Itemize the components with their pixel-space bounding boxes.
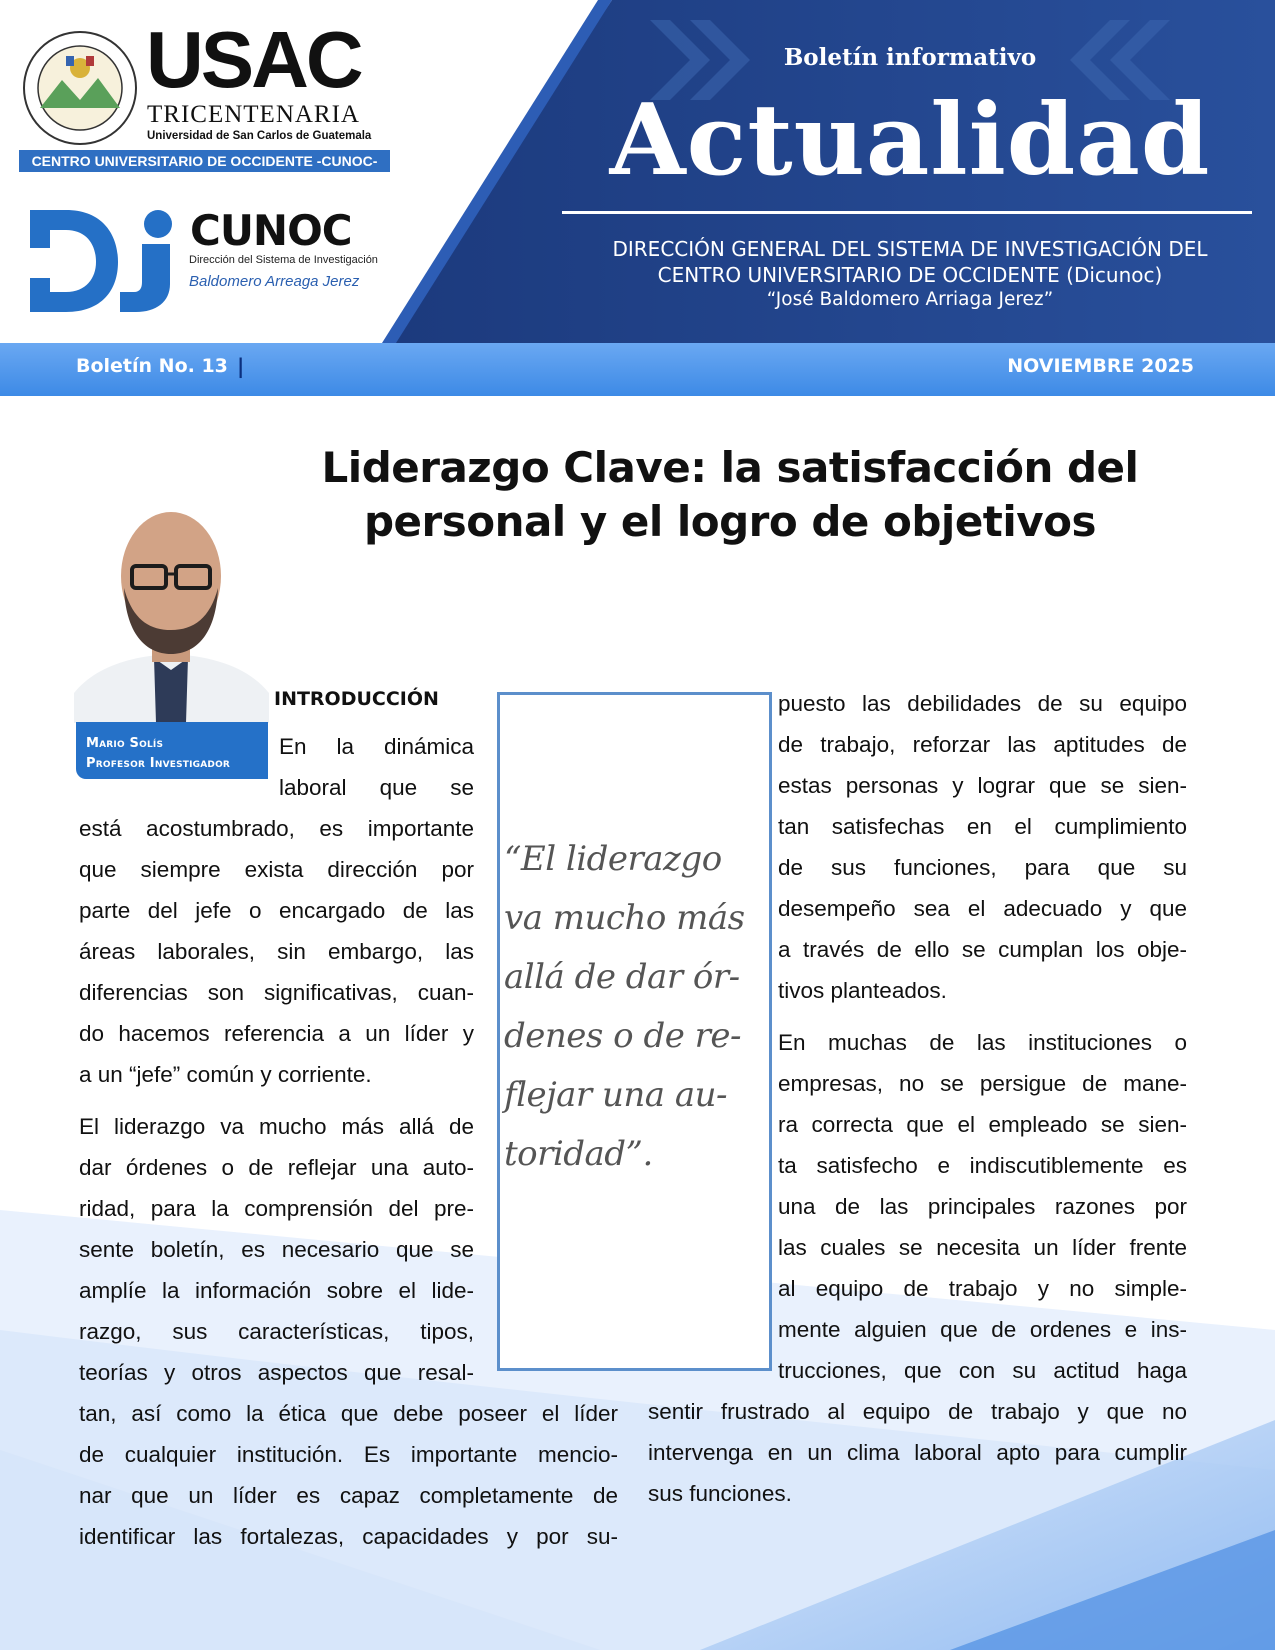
column-2-line: sentir frustrado al equipo de trabajo y que no <box>648 1399 1187 1424</box>
column-2-line: En muchas de las instituciones o <box>778 1030 1187 1055</box>
column-2-line: a través de ello se cumplan los obje- <box>778 937 1187 962</box>
article-column-2 <box>648 683 1187 1514</box>
column-2-line: al equipo de trabajo y no simple- <box>778 1276 1187 1301</box>
bulletin-title: Actualidad <box>609 83 1211 198</box>
author-name: Mario Solís <box>86 736 164 751</box>
column-1-line: está acostumbrado, es importante <box>79 816 474 841</box>
section-heading-introduccion: INTRODUCCIÓN <box>274 688 439 710</box>
column-1-line: teorías y otros aspectos que resal- <box>79 1360 474 1385</box>
column-1-line: tan, así como la ética que debe poseer el líder <box>79 1401 618 1426</box>
column-2-line: de sus funciones, para que su <box>778 855 1187 880</box>
column-2-line: una de las principales razones por <box>778 1194 1187 1219</box>
column-1-line: de cualquier institución. Es importante mencio- <box>79 1442 618 1467</box>
column-2-line: intervenga en un clima laboral apto para cumplir <box>648 1440 1187 1465</box>
column-1-line: parte del jefe o encargado de las <box>79 898 474 923</box>
dicunoc-logo <box>26 206 176 314</box>
pull-quote-text: “El liderazgo va mucho más allá de dar ór-denes o de re-flejar una au-toridad”. <box>504 839 745 1174</box>
column-1-line: laboral que se <box>279 775 474 800</box>
direction-line-2: CENTRO UNIVERSITARIO DE OCCIDENTE (Dicunoc) <box>657 263 1163 287</box>
issue-number: Boletín No. 13 <box>76 355 228 377</box>
cunoc-logo-text: CUNOC <box>190 206 352 255</box>
issue-separator: | <box>237 354 245 378</box>
column-1-line: que siempre exista dirección por <box>79 857 474 882</box>
column-1-line: do hacemos referencia a un líder y <box>79 1021 474 1046</box>
direction-line-1: DIRECCIÓN GENERAL DEL SISTEMA DE INVESTIGACIÓN DEL <box>612 237 1208 261</box>
article-title-line-1: Liderazgo Clave: la satisfacción del <box>321 443 1139 492</box>
usac-tricentenaria: TRICENTENARIA <box>147 101 360 128</box>
column-2-line: puesto las debilidades de su equipo <box>778 691 1187 716</box>
author-photo <box>74 498 269 723</box>
article-column-1 <box>79 726 618 1557</box>
column-2-line: empresas, no se persigue de mane- <box>778 1071 1187 1096</box>
column-1-line: diferencias son significativas, cuan- <box>79 980 474 1005</box>
usac-wordmark: USAC <box>146 15 361 104</box>
issue-date: NOVIEMBRE 2025 <box>1007 355 1194 377</box>
column-2-line: desempeño sea el adecuado y que <box>778 896 1187 921</box>
column-1-line: El liderazgo va mucho más allá de <box>79 1114 474 1139</box>
column-2-line: ra correcta que el empleado se sien- <box>778 1112 1187 1137</box>
author-role: Profesor Investigador <box>86 756 231 771</box>
bulletin-label: Boletín informativo <box>783 44 1037 71</box>
cunoc-logo-subtitle: Dirección del Sistema de Investigación <box>189 254 378 266</box>
article-title-line-2: personal y el logro de objetivos <box>363 497 1097 546</box>
column-1-line: ridad, para la comprensión del pre- <box>79 1196 474 1221</box>
column-1-line: sente boletín, es necesario que se <box>79 1237 474 1262</box>
column-2-line: estas personas y lograr que se sien- <box>778 773 1187 798</box>
column-1-line: identificar las fortalezas, capacidades y por su- <box>79 1524 618 1549</box>
column-1-line: razgo, sus características, tipos, <box>79 1319 474 1344</box>
usac-university-name: Universidad de San Carlos de Guatemala <box>147 130 372 142</box>
column-1-line: dar órdenes o de reflejar una auto- <box>79 1155 474 1180</box>
column-2-line: ta satisfecho e indiscutiblemente es <box>778 1153 1187 1178</box>
column-2-line: tan satisfechas en el cumplimiento <box>778 814 1187 839</box>
column-1-line: amplíe la información sobre el lide- <box>79 1278 474 1303</box>
column-1-line: áreas laborales, sin embargo, las <box>79 939 474 964</box>
usac-seal-logo <box>22 30 138 146</box>
column-2-line: tivos planteados. <box>778 978 947 1003</box>
article-title <box>300 441 1160 549</box>
column-1-line: nar que un líder es capaz completamente de <box>79 1483 618 1508</box>
title-divider <box>562 211 1252 214</box>
column-1-line: a un “jefe” común y corriente. <box>79 1062 372 1087</box>
column-2-line: de trabajo, reforzar las aptitudes de <box>778 732 1187 757</box>
cunoc-logo-person: Baldomero Arreaga Jerez <box>189 273 360 290</box>
column-1-line: En la dinámica <box>279 734 474 759</box>
column-2-line: las cuales se necesita un líder frente <box>778 1235 1187 1260</box>
column-2-line: sus funciones. <box>648 1481 792 1506</box>
column-2-line: trucciones, que con su actitud haga <box>778 1358 1187 1383</box>
cunoc-center-bar: CENTRO UNIVERSITARIO DE OCCIDENTE -CUNOC- <box>19 150 390 172</box>
direction-line-3: “José Baldomero Arriaga Jerez” <box>766 289 1054 310</box>
column-2-line: mente alguien que de ordenes e ins- <box>778 1317 1187 1342</box>
